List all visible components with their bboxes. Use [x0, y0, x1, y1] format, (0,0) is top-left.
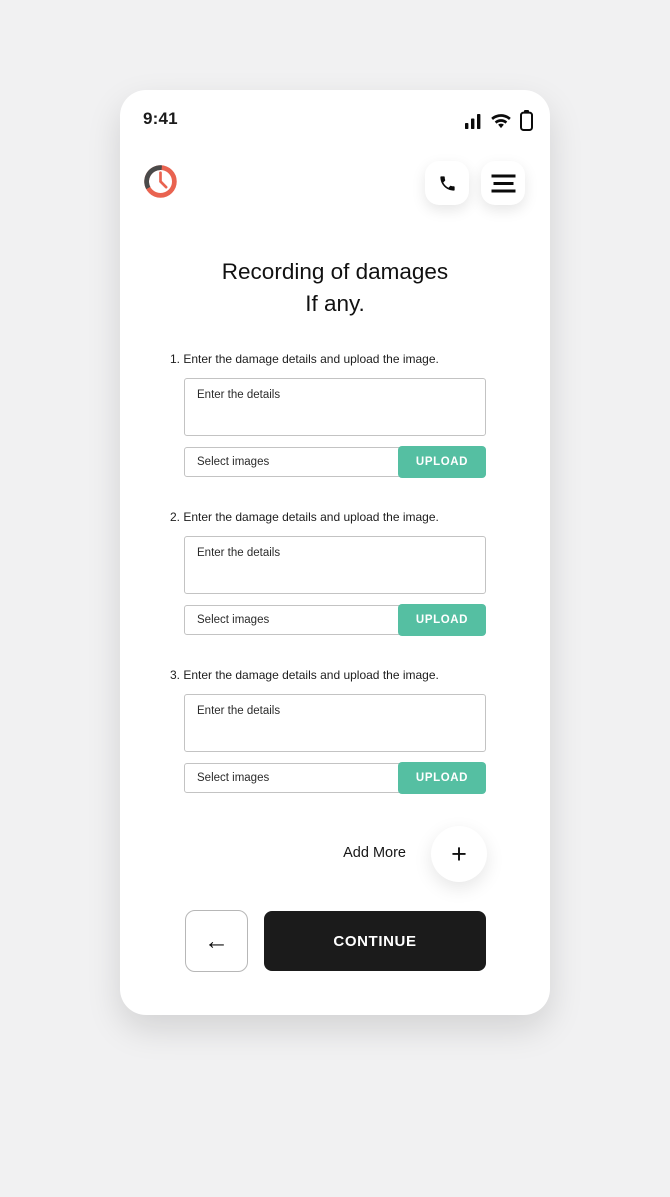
damage-details-input[interactable]	[184, 536, 486, 594]
section-label: 1. Enter the damage details and upload the image.	[170, 352, 439, 366]
clock-logo-icon	[142, 163, 179, 200]
continue-button[interactable]: CONTINUE	[264, 911, 486, 971]
damage-section-3	[120, 668, 550, 794]
damage-section-1	[120, 352, 550, 478]
arrow-left-icon: ←	[204, 926, 229, 955]
plus-icon: +	[451, 838, 467, 869]
phone-screen-card	[120, 90, 550, 1015]
add-more-button[interactable]	[431, 826, 487, 882]
phone-icon	[438, 174, 457, 193]
phone-button[interactable]	[425, 161, 469, 205]
section-label: 3. Enter the damage details and upload the image.	[170, 668, 439, 682]
damage-details-input[interactable]	[184, 694, 486, 752]
image-select-row	[184, 446, 486, 478]
cellular-signal-icon	[465, 113, 482, 129]
add-more-label[interactable]: Add More	[343, 845, 406, 861]
upload-button[interactable]: UPLOAD	[398, 604, 486, 636]
upload-button[interactable]: UPLOAD	[398, 762, 486, 794]
section-label: 2. Enter the damage details and upload the image.	[170, 510, 439, 524]
page-title-line2: If any.	[305, 291, 365, 316]
status-icons	[465, 110, 533, 131]
image-select-row	[184, 604, 486, 636]
page-title-line1: Recording of damages	[221, 259, 449, 284]
upload-button[interactable]: UPLOAD	[398, 446, 486, 478]
wifi-icon	[491, 113, 511, 129]
menu-button[interactable]	[481, 161, 525, 205]
damage-details-input[interactable]	[184, 378, 486, 436]
page-title	[120, 256, 550, 320]
image-select-row	[184, 762, 486, 794]
back-button[interactable]	[185, 910, 248, 972]
battery-icon	[520, 110, 533, 131]
menu-icon	[491, 174, 516, 193]
damage-section-2	[120, 510, 550, 636]
status-time: 9:41	[143, 109, 178, 128]
